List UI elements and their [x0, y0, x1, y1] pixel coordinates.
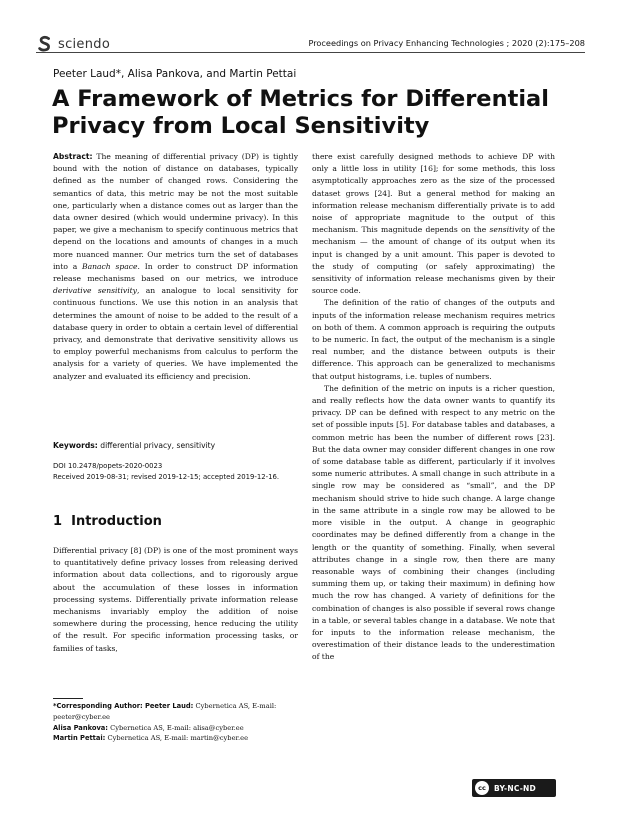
author3-label: Martin Pettai: [53, 734, 106, 743]
license-text: BY-NC-ND [494, 783, 536, 793]
right-paragraph-1 [312, 151, 555, 297]
section-number: 1 [53, 514, 63, 529]
keywords-label: Keywords: [53, 441, 98, 450]
abstract [53, 151, 298, 383]
abstract-text-3: , an analogue to local sensitivity for continuous functions. We use this notion in an analysis that determines the amount of noise to be added to the result of a database query in order to obtain a certain level of differential privacy, and demonstrate that derivative sensitivity allows us to employ powerful mechanisms from calculus to perform the analysis for a variety of queries. We have implemented the analyzer and evaluated its efficiency and precision. [53, 286, 299, 381]
right-p1-em: sensitivity [489, 225, 529, 235]
abstract-text-1: The meaning of differential privacy (DP) is tightly bound with the notion of distance on databases, typically defined as the number of changed rows. Considering the semantics of data, this metric may be not the most suitable one, particularly when a distance comes out as larger than the data owner desired (which would undermine privacy). In this paper, we give a mechanism to specify continuous metrics that depend on the locations and amounts of changes in a much more nuanced manner. Our metrics turn the set of databases into a [53, 152, 298, 271]
sciendo-logo-icon [36, 35, 54, 53]
corresponding-author-text: Cybernetica AS, E-mail: peeter@cyber.ee [53, 702, 277, 721]
abstract-em-2: derivative sensitivity [53, 286, 137, 296]
authors: Peeter Laud*, Alisa Pankova, and Martin Pettai [53, 68, 297, 80]
received-dates: Received 2019-08-31; revised 2019-12-15; accepted 2019-12-16. [53, 473, 280, 481]
doi: DOI 10.2478/popets-2020-0023 [53, 462, 163, 470]
keywords [53, 441, 298, 450]
section-heading [53, 514, 162, 529]
creative-commons-icon: cc [475, 781, 489, 795]
corresponding-author-label: *Corresponding Author: Peeter Laud: [53, 702, 194, 710]
right-p1-text-a: there exist carefully designed methods to achieve DP with only a little loss in utility [16]; for some methods, this loss asymptotically approaches zero as the size of the processed dataset grows [24]. But a general method for making an information release mechanism differentially private is to add noise of appropriate magnitude to the output of this mechanism. This magnitude depends on the [312, 152, 555, 235]
journal-line: Proceedings on Privacy Enhancing Technologies ; 2020 (2):175–208 [308, 38, 585, 48]
intro-text: Differential privacy [8] (DP) is one of the most prominent ways to quantitatively define privacy losses from releasing derived information about data collections, and to rigorously argue about the accumulation of these losses in information processing systems. Differentially private information release mechanisms invariably employ the addition of noise somewhere during the processing, hence reducing the utility of the result. For specific information processing tasks, or families of tasks, [53, 546, 298, 653]
right-paragraph-3: The definition of the metric on inputs is a richer question, and really reflects how the data owner wants to quantify its privacy. DP can be defined with respect to any metric on the set of possible inputs [5]. For database tables and databases, a common metric has been the number of different rows [23]. But the data owner may consider different changes in one row of some database table as different, particularly if it involves some numeric attributes. A small change in such attribute in a single row may be considered as “small”, and the DP mechanism should strive to hide such change. A large change in the same attribute in a single row may be allowed to be more visible in the output. A change in geographic coordinates may be defined differently from a change in the length or the quantity of something. Finally, when several attributes change in a single row, then there are many reasonable ways of combining their changes (including summing them up, or taking their maximum) in defining how much the row has changed. A variety of definitions for the combination of changes is also possible if several rows change in a table, or several tables change in a database. We note that for inputs to the information release mechanism, the overestimation of their distance leads to the underestimation of the [312, 383, 555, 662]
abstract-em-1: Banach space [82, 261, 138, 271]
sciendo-logo [36, 35, 110, 53]
author2-label: Alisa Pankova: [53, 723, 108, 732]
author2-text: Cybernetica AS, E-mail: alisa@cyber.ee [108, 723, 244, 732]
section-title: Introduction [71, 514, 162, 529]
abstract-label: Abstract: [53, 152, 93, 161]
footnotes [53, 701, 303, 744]
right-column [312, 151, 555, 664]
doi-block [53, 461, 279, 483]
author3-text: Cybernetica AS, E-mail: martin@cyber.ee [105, 734, 249, 743]
paper-title: A Framework of Metrics for Differential Privacy from Local Sensitivity [52, 86, 549, 139]
right-p1-text-b: of the mechanism — the amount of change of its output when its input is changed by a unit amount. This paper is devoted to the study of computing (or safely approximating) the sensitivity of information release mechanisms given by their source code. [312, 225, 555, 296]
footnote-rule [53, 698, 83, 699]
right-paragraph-2: The definition of the ratio of changes of the outputs and inputs of the information release mechanism requires metrics on both of them. A common approach is requiring the outputs to be numeric. In fact, the output of the mechanism is a single real number, and the distance between outputs is their difference. This approach can be generalized to mechanisms that output histograms, i.e. tuples of numbers. [312, 298, 555, 381]
header-rule [36, 52, 585, 53]
logo-text: sciendo [58, 36, 111, 52]
license-badge[interactable] [472, 779, 556, 797]
keywords-text: differential privacy, sensitivity [100, 441, 216, 450]
abstract-text-2: . In order to construct DP information release mechanisms based on our metrics, we introduce [53, 261, 298, 284]
intro-paragraph [53, 545, 298, 655]
